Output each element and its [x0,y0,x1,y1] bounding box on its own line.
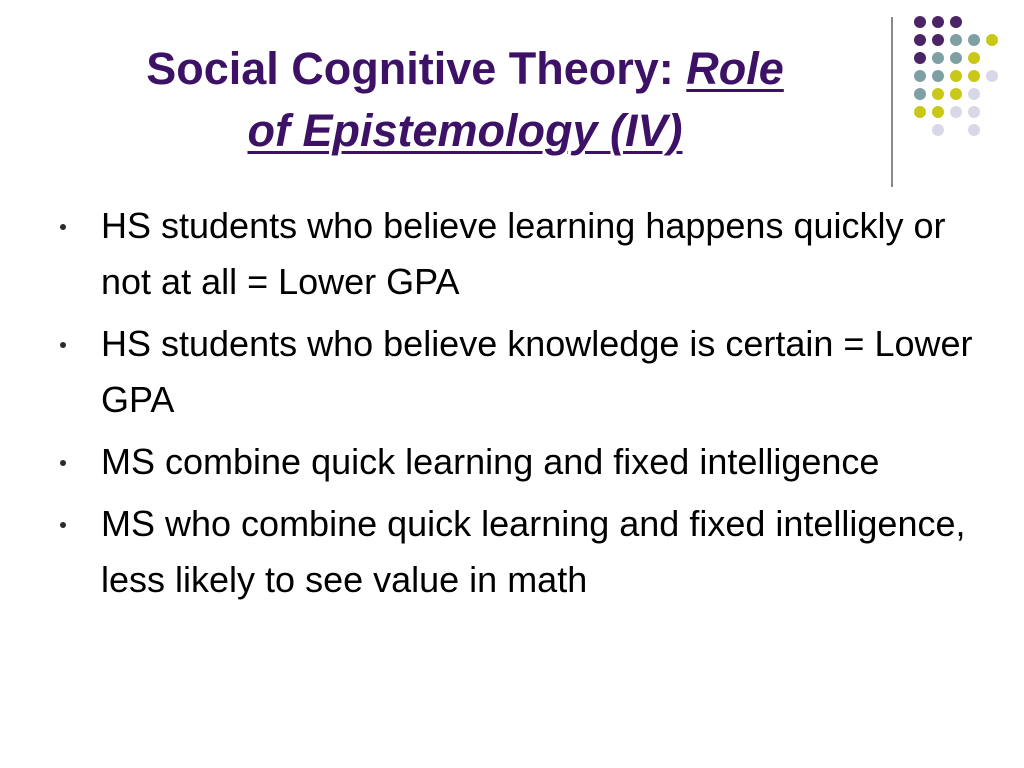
decorative-dot [950,70,962,82]
bullet-item [56,496,996,608]
bullet-text: HS students who believe learning happens quickly or not at all = Lower GPA [101,205,946,302]
decorative-dot [914,106,926,118]
decorative-dot [914,16,926,28]
decorative-dot [914,52,926,64]
bullet-text: MS combine quick learning and fixed intelligence [101,441,880,482]
decorative-dot [950,16,962,28]
decorative-dot [932,52,944,64]
title-emphasis-text-1: Role [686,43,784,94]
decorative-dot [968,88,980,100]
decorative-dot [932,70,944,82]
decorative-dot [968,70,980,82]
decorative-dot [914,70,926,82]
decorative-dot [914,88,926,100]
decorative-dot [932,106,944,118]
decorative-dot [950,106,962,118]
bullet-marker-icon [60,224,66,230]
decorative-dot [932,124,944,136]
decorative-dot [968,52,980,64]
decorative-dot [968,124,980,136]
decorative-dot [932,34,944,46]
decorative-dot [968,106,980,118]
decorative-dot [950,34,962,46]
bullet-marker-icon [60,342,66,348]
bullet-text: MS who combine quick learning and fixed intelligence, less likely to see value in math [101,503,966,600]
decorative-dot [986,34,998,46]
decorative-dot-grid [0,0,1024,200]
decorative-dot [932,16,944,28]
title-plain-text: Social Cognitive Theory: [146,43,687,94]
decorative-dot [950,52,962,64]
bullet-marker-icon [60,522,66,528]
bullet-item [56,316,996,428]
title-emphasis-text-2: of Epistemology (IV) [247,105,683,156]
bullet-item [56,198,996,310]
decorative-dot [950,88,962,100]
decorative-dot [968,34,980,46]
bullet-item [56,434,996,490]
decorative-dot [932,88,944,100]
bullet-text: HS students who believe knowledge is certain = Lower GPA [101,323,973,420]
decorative-dot [914,34,926,46]
bullet-list [56,198,996,614]
decorative-dot [986,70,998,82]
bullet-marker-icon [60,460,66,466]
